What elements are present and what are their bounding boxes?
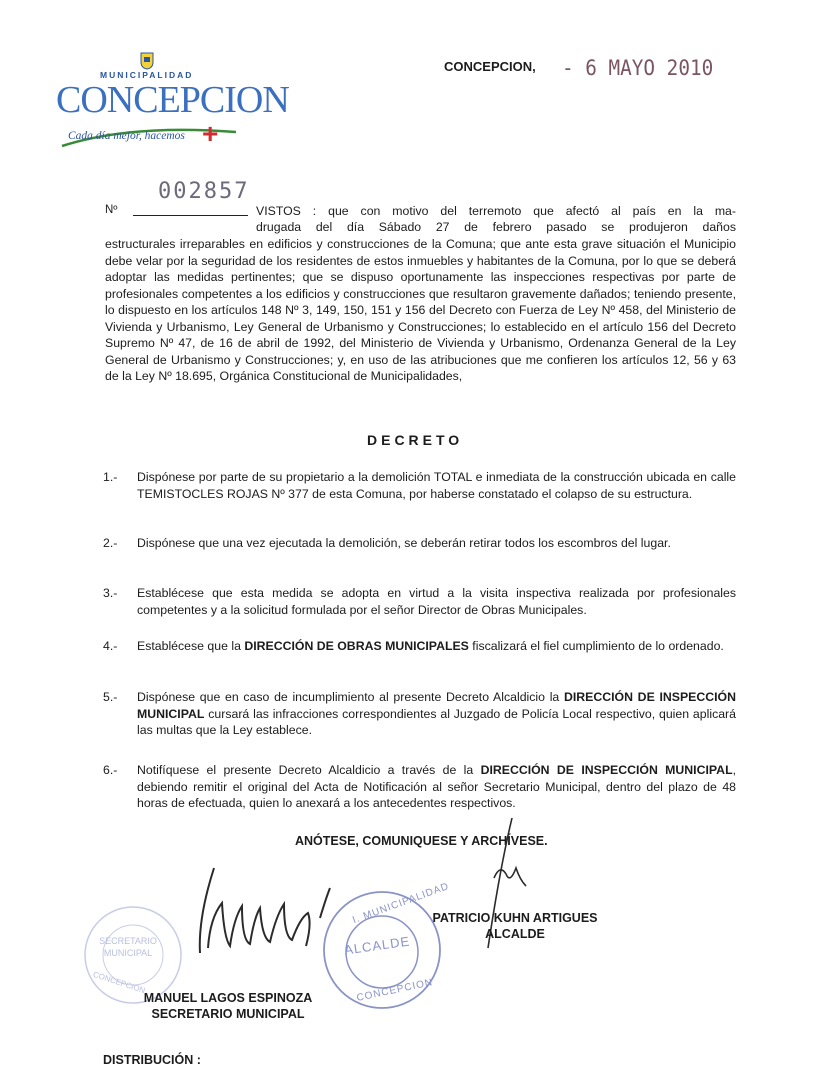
vistos-line-1: VISTOS : que con motivo del terremoto que afectó al país en la ma- <box>256 204 736 218</box>
coat-of-arms-icon <box>140 52 154 70</box>
decree-number-line <box>133 215 248 216</box>
decree-item-fragment: Dispónese que en caso de incumplimiento al presente Decreto Alcaldicio la <box>137 690 564 704</box>
decree-item-text <box>137 469 736 502</box>
closing-formula: ANÓTESE, COMUNIQUESE Y ARCHÍVESE. <box>295 834 548 848</box>
decree-item-emphasis: DIRECCIÓN DE INSPECCIÓN MUNICIPAL <box>137 690 736 721</box>
decree-item-fragment: cursará las infracciones correspondientes al Juzgado de Policía Local respectivo, quien aplicará las multas que la Ley establece. <box>137 706 736 737</box>
vistos-line-2: drugada del día Sábado 27 de febrero pasado se produjeron daños <box>256 220 736 234</box>
vistos-body: estructurales irreparables en edificios y construcciones de la Comuna; que ante esta grave situación el Municipio debe velar por la seguridad de los residentes de estos inmuebles y habitantes de la Comuna, por lo que se deberá adoptar las medidas pertinentes; que se dispuso oportunamente las inspecciones respectivas por parte de profesionales competentes a los edificios y construcciones que resultaron gravemente dañados; teniendo presente, lo dispuesto en los artículos 148 Nº 3, 149, 150, 151 y 156 del Decreto con Fuerza de Ley Nº 458, del Ministerio de Vivienda y Urbanismo, Ley General de Urbanismo y Construcciones; lo establecido en el artículo 156 del Decreto Supremo Nº 47, de 16 de abril de 1992, del Ministerio de Vivienda y Urbanismo, Ordenanza General de la Ley General de Urbanismo y Construcciones; y, en uso de las atribuciones que me confieren los artículos 12, 56 y 63 de la Ley Nº 18.695, Orgánica Constitucional de Municipalidades, <box>105 237 736 383</box>
alcalde-signature-block <box>420 910 610 942</box>
decree-item-fragment: Dispónese que una vez ejecutada la demolición, se deberán retirar todos los escombros del lugar. <box>137 536 671 550</box>
secretario-name: MANUEL LAGOS ESPINOZA <box>143 991 313 1005</box>
decree-number-label: Nº <box>105 204 118 216</box>
decree-item-text <box>137 585 736 618</box>
alcalde-seal-center: ALCALDE <box>343 933 411 958</box>
decree-item-number: 3.- <box>103 586 118 600</box>
alcalde-title: ALCALDE <box>485 927 545 941</box>
alcalde-seal-top: I. MUNICIPALIDAD <box>351 880 451 927</box>
decree-item-text <box>137 689 736 739</box>
decree-number-stamp: 002857 <box>158 179 250 204</box>
decree-item-fragment: Dispónese por parte de su propietario a la demolición TOTAL e inmediata de la construcción ubicada en calle TEMISTOCLES ROJAS Nº 377 de esta Comuna, por haberse constatado el colapso de su estructura. <box>137 470 736 501</box>
logo-top-text: MUNICIPALIDAD <box>100 70 194 80</box>
logo-slogan: Cada día mejor, hacemos <box>68 130 185 142</box>
decree-item-number: 5.- <box>103 690 118 704</box>
logo-name: CONCEPCION <box>56 79 289 121</box>
municipality-logo <box>52 50 289 160</box>
secretario-seal-text: SECRETARIO MUNICIPAL <box>99 936 157 958</box>
decree-item-fragment: Establécese que esta medida se adopta en virtud a la visita inspectiva realizada por profesionales competentes y a la solicitud formulada por el señor Director de Obras Municipales. <box>137 586 736 617</box>
decree-item-fragment: , debiendo remitir el original del Acta de Notificación al señor Secretario Municipal, dentro del plazo de 48 horas de efectuada, quien lo anexará a los antecedentes respectivos. <box>137 763 736 810</box>
decree-item-text <box>137 638 736 655</box>
decree-item-fragment: Notifíquese el presente Decreto Alcaldicio a través de la <box>137 763 481 777</box>
alcalde-seal-bottom: CONCEPCION <box>355 977 435 1004</box>
distribution-label: DISTRIBUCIÓN : <box>103 1053 201 1067</box>
decree-item-fragment: fiscalizará el fiel cumplimiento de lo ordenado. <box>468 639 724 653</box>
secretario-signature-block <box>128 990 328 1022</box>
plus-icon: + <box>202 118 219 149</box>
city-label: CONCEPCION, <box>444 59 536 74</box>
secretario-seal-bottom: CONCEPCION <box>91 969 147 996</box>
secretario-title: SECRETARIO MUNICIPAL <box>151 1007 305 1021</box>
decree-item-text <box>137 535 736 552</box>
decree-item-fragment: Establécese que la <box>137 639 245 653</box>
decree-item-number: 2.- <box>103 536 118 550</box>
date-stamp: - 6 MAYO 2010 <box>562 56 714 80</box>
decree-item-number: 4.- <box>103 639 118 653</box>
decreto-heading: DECRETO <box>367 432 464 448</box>
alcalde-name: PATRICIO KUHN ARTIGUES <box>432 911 598 925</box>
decree-item-text <box>137 762 736 812</box>
decree-item-number: 6.- <box>103 763 118 777</box>
decree-item-emphasis: DIRECCIÓN DE INSPECCIÓN MUNICIPAL <box>480 763 733 777</box>
decree-item-number: 1.- <box>103 470 118 484</box>
decree-item-emphasis: DIRECCIÓN DE OBRAS MUNICIPALES <box>244 639 469 653</box>
